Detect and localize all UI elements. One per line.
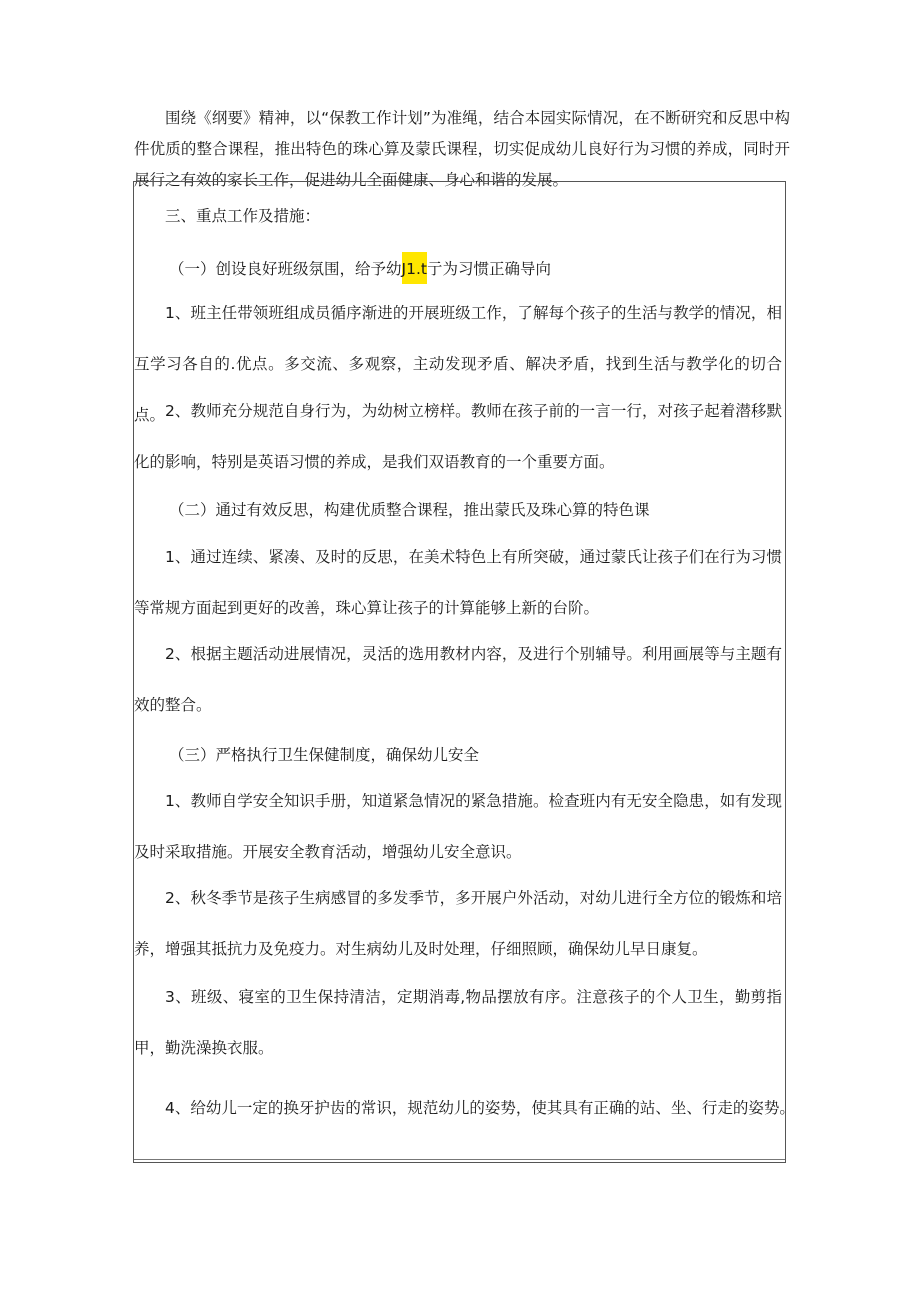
item-1-1: 1、班主任带领班组成员循序渐进的开展班级工作，了解每个孩子的生活与教学的情况，相互学习各自的.优点。多交流、多观察，主动发现矛盾、解决矛盾，找到生活与教学化的切合点。 xyxy=(134,304,782,424)
intro-paragraph: 围绕《纲要》精神，以“保教工作计划”为准绳，结合本园实际情况，在不断研究和反思中构件优质的整合课程，推出特色的珠心算及蒙氏课程，切实促成幼儿良好行为习惯的养成，同时开展行之有效的家长工作，促进幼儿全面健康、身心和谐的发展。 xyxy=(134,109,790,189)
table-bottom-rule xyxy=(134,1159,785,1160)
item-2-1: 1、通过连续、紧凑、及时的反思，在美术特色上有所突破，通过蒙氏让孩子们在行为习惯等常规方面起到更好的改善，珠心算让孩子的计算能够上新的台阶。 xyxy=(134,548,782,617)
subsection-2-heading: （二）通过有效反思，构建优质整合课程，推出蒙氏及珠心算的特色课 xyxy=(169,501,650,519)
item-3-1: 1、教师自学安全知识手册，知道紧急情况的紧急措施。检查班内有无安全隐患，如有发现及时采取措施。开展安全教育活动，增强幼儿安全意识。 xyxy=(134,792,782,861)
subsection-3-heading: （三）严格执行卫生保健制度，确保幼儿安全 xyxy=(169,746,480,764)
item-3-4: 4、给幼儿一定的换牙护齿的常识，规范幼儿的姿势，使其具有正确的站、坐、行走的姿势。 xyxy=(165,1099,795,1117)
subsection-1-heading xyxy=(169,257,783,279)
item-2-2: 2、根据主题活动进展情况，灵活的选用教材内容，及进行个别辅导。利用画展等与主题有效的整合。 xyxy=(134,645,782,714)
subsection-1-text-start: （一）创设良好班级氛围，给予幼 xyxy=(169,260,402,278)
section-heading: 三、重点工作及措施： xyxy=(165,207,321,225)
item-1-2: 2、教师充分规范自身行为，为幼树立榜样。教师在孩子前的一言一行，对孩子起着潜移默化的影响，特别是英语习惯的养成，是我们双语教育的一个重要方面。 xyxy=(134,402,782,471)
highlighted-text: J1.t xyxy=(402,252,427,284)
item-3-2: 2、秋冬季节是孩子生病感冒的多发季节，多开展户外活动，对幼儿进行全方位的锻炼和培养，增强其抵抗力及免疫力。对生病幼儿及时处理，仔细照顾，确保幼儿早日康复。 xyxy=(134,889,782,958)
item-3-3: 3、班级、寝室的卫生保持清洁，定期消毒,物品摆放有序。注意孩子的个人卫生，勤剪指甲，勤洗澡换衣服。 xyxy=(134,988,782,1057)
subsection-1-text-end: 亍为习惯正确导向 xyxy=(426,260,551,278)
